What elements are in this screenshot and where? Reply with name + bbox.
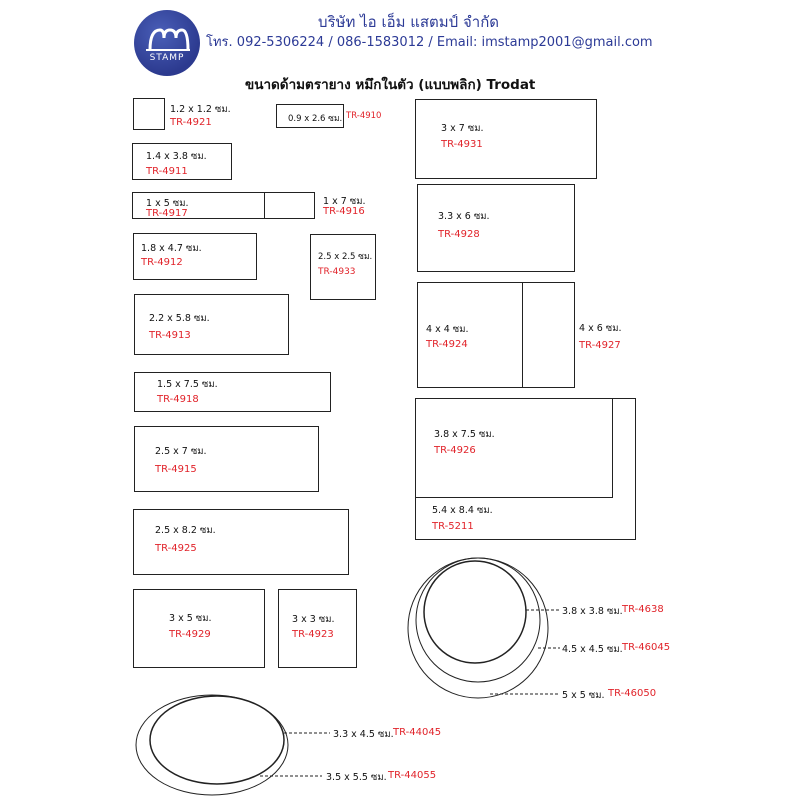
logo-text: STAMP bbox=[149, 53, 185, 63]
code-label-tr46045: TR-46045 bbox=[622, 642, 671, 653]
code-label-tr46050: TR-46050 bbox=[608, 688, 657, 699]
size-label-tr4911: 1.4 x 3.8 ซม. bbox=[146, 151, 207, 162]
circle-outline-tr4638 bbox=[424, 561, 526, 663]
code-label-tr4926: TR-4926 bbox=[434, 445, 476, 456]
size-label-tr46045: 4.5 x 4.5 ซม. bbox=[562, 644, 623, 655]
code-label-tr4912: TR-4912 bbox=[141, 257, 183, 268]
size-label-tr46050: 5 x 5 ซม. bbox=[562, 690, 605, 701]
size-label-tr5211: 5.4 x 8.4 ซม. bbox=[432, 505, 493, 516]
code-label-tr4921: TR-4921 bbox=[170, 117, 212, 128]
contact-info: โทร. 092-5306224 / 086-1583012 / Email: imstamp2001@gmail.com bbox=[206, 35, 653, 50]
size-label-tr4916: 1 x 7 ซม. bbox=[323, 196, 366, 207]
code-label-tr4923: TR-4923 bbox=[292, 629, 334, 640]
size-label-tr4933: 2.5 x 2.5 ซม. bbox=[318, 252, 373, 262]
code-label-tr4910: TR-4910 bbox=[346, 111, 382, 121]
company-name: บริษัท ไอ เอ็ม แสตมป์ จำกัด bbox=[318, 13, 500, 31]
size-label-tr4923: 3 x 3 ซม. bbox=[292, 614, 335, 625]
size-label-tr4921: 1.2 x 1.2 ซม. bbox=[170, 104, 231, 115]
code-label-tr4915: TR-4915 bbox=[155, 464, 197, 475]
size-label-tr4931: 3 x 7 ซม. bbox=[441, 123, 484, 134]
code-label-tr4931: TR-4931 bbox=[441, 139, 483, 150]
code-label-tr4917: TR-4917 bbox=[146, 208, 188, 219]
size-label-tr4928: 3.3 x 6 ซม. bbox=[438, 211, 490, 222]
size-label-tr4910: 0.9 x 2.6 ซม. bbox=[288, 114, 343, 124]
code-label-tr5211: TR-5211 bbox=[432, 521, 474, 532]
size-label-tr4924: 4 x 4 ซม. bbox=[426, 324, 469, 335]
oval-outline-tr44045 bbox=[150, 696, 284, 784]
size-label-tr44045: 3.3 x 4.5 ซม. bbox=[333, 729, 394, 740]
size-label-tr4638: 3.8 x 3.8 ซม. bbox=[562, 606, 623, 617]
code-label-tr4928: TR-4928 bbox=[438, 229, 480, 240]
code-label-tr4638: TR-4638 bbox=[622, 604, 664, 615]
code-label-tr4918: TR-4918 bbox=[157, 394, 199, 405]
code-label-tr4933: TR-4933 bbox=[318, 267, 356, 277]
size-label-tr4918: 1.5 x 7.5 ซม. bbox=[157, 379, 218, 390]
code-label-tr4925: TR-4925 bbox=[155, 543, 197, 554]
code-label-tr44045: TR-44045 bbox=[393, 727, 442, 738]
circle-outline-tr46050 bbox=[408, 558, 548, 698]
code-label-tr4911: TR-4911 bbox=[146, 166, 188, 177]
size-label-tr4925: 2.5 x 8.2 ซม. bbox=[155, 525, 216, 536]
code-label-tr4916: TR-4916 bbox=[323, 206, 365, 217]
size-label-tr4929: 3 x 5 ซม. bbox=[169, 613, 212, 624]
code-label-tr4927: TR-4927 bbox=[579, 340, 621, 351]
size-label-tr4912: 1.8 x 4.7 ซม. bbox=[141, 243, 202, 254]
size-label-tr4926: 3.8 x 7.5 ซม. bbox=[434, 429, 495, 440]
code-label-tr4913: TR-4913 bbox=[149, 330, 191, 341]
code-label-tr4924: TR-4924 bbox=[426, 339, 468, 350]
code-label-tr4929: TR-4929 bbox=[169, 629, 211, 640]
size-label-tr4917: 1 x 5 ซม. bbox=[146, 198, 189, 209]
size-label-tr4913: 2.2 x 5.8 ซม. bbox=[149, 313, 210, 324]
size-label-tr44055: 3.5 x 5.5 ซม. bbox=[326, 772, 387, 783]
code-label-tr44055: TR-44055 bbox=[388, 770, 437, 781]
page-title: ขนาดด้ามตรายาง หมึกในตัว (แบบพลิก) Trodat bbox=[245, 77, 536, 93]
size-label-tr4915: 2.5 x 7 ซม. bbox=[155, 446, 207, 457]
size-label-tr4927: 4 x 6 ซม. bbox=[579, 323, 622, 334]
